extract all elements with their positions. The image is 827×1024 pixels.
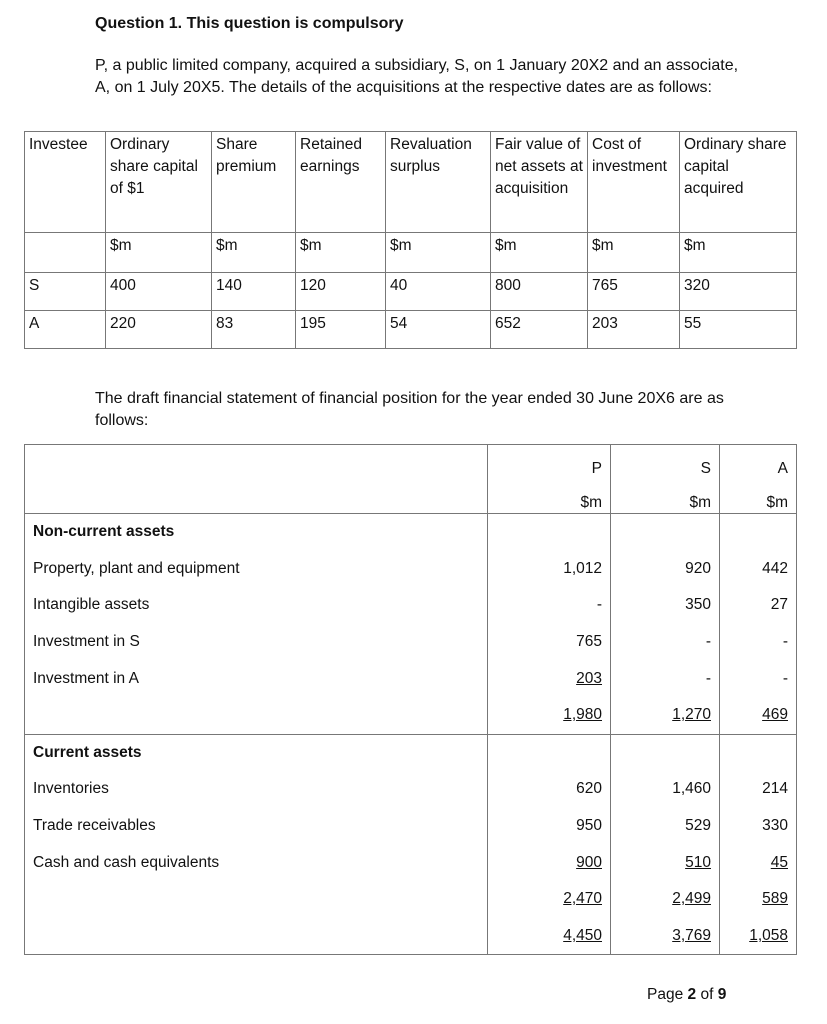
value-p: 950 (488, 808, 611, 845)
row-label: Property, plant and equipment (33, 559, 240, 577)
table-row (25, 808, 797, 845)
acq-cell: S (25, 273, 106, 311)
row-label (25, 697, 488, 734)
value-p: 1,012 (488, 551, 611, 588)
value-p: 203 (488, 660, 611, 697)
value-a: - (720, 660, 797, 697)
row-label: Trade receivables (33, 817, 156, 835)
grand-total-row (25, 918, 797, 955)
current-assets-heading: Current assets (33, 743, 142, 761)
value-s: - (611, 624, 720, 661)
row-label (25, 881, 488, 918)
table-row (25, 771, 797, 808)
acq-header-row (25, 132, 797, 233)
value-s: 510 (611, 844, 720, 881)
sfp-entity-header: S (611, 445, 720, 480)
acq-unit-cell: $m (212, 233, 296, 273)
value-s: 1,460 (611, 771, 720, 808)
question-heading: Question 1. This question is compulsory (95, 15, 404, 32)
total-p: 2,470 (488, 881, 611, 918)
row-label (25, 918, 488, 955)
acq-cell: 220 (106, 311, 212, 349)
value-a: 214 (720, 771, 797, 808)
value-p: 620 (488, 771, 611, 808)
total-p: 1,980 (488, 697, 611, 734)
value-p: 765 (488, 624, 611, 661)
acq-header-cell: Share premium (212, 132, 296, 233)
value-s: - (611, 660, 720, 697)
row-label: Inventories (33, 780, 109, 798)
noncurrent-assets-heading: Non-current assets (33, 523, 175, 541)
table-row (25, 624, 797, 661)
value-a: 442 (720, 551, 797, 588)
grand-total-s: 3,769 (611, 918, 720, 955)
noncurrent-total-row (25, 697, 797, 734)
acq-unit-cell: $m (680, 233, 797, 273)
row-label: Intangible assets (33, 596, 150, 614)
table-row (25, 844, 797, 881)
acq-cell: 55 (680, 311, 797, 349)
acq-header-cell: Cost of investment (588, 132, 680, 233)
sfp-units-row (25, 479, 797, 514)
value-a: - (720, 624, 797, 661)
acq-cell: A (25, 311, 106, 349)
row-label: Investment in A (33, 669, 139, 687)
sfp-unit-header: $m (611, 479, 720, 514)
acq-header-cell: Ordinary share capital acquired (680, 132, 797, 233)
value-s: 529 (611, 808, 720, 845)
value-s: 920 (611, 551, 720, 588)
value-a: 330 (720, 808, 797, 845)
sfp-intro-paragraph: The draft financial statement of financial position for the year ended 30 June 20X6 are as follows: (95, 390, 724, 429)
value-a: 45 (720, 844, 797, 881)
sfp-label-cell (25, 445, 488, 480)
intro-paragraph: P, a public limited company, acquired a subsidiary, S, on 1 January 20X2 and an associate, A, on 1 July 20X5. The details of the acquisitions at the respective dates are as follows: (95, 57, 739, 96)
acq-unit-cell: $m (386, 233, 491, 273)
table-row (25, 551, 797, 588)
acq-cell: 203 (588, 311, 680, 349)
value-a: 27 (720, 587, 797, 624)
acq-cell: 320 (680, 273, 797, 311)
acq-unit-cell: $m (106, 233, 212, 273)
sfp-unit-header: $m (488, 479, 611, 514)
grand-total-p: 4,450 (488, 918, 611, 955)
acq-cell: 765 (588, 273, 680, 311)
current-total-row (25, 881, 797, 918)
acq-cell: 83 (212, 311, 296, 349)
acq-cell: 652 (491, 311, 588, 349)
acq-unit-cell (25, 233, 106, 273)
grand-total-a: 1,058 (720, 918, 797, 955)
acq-cell: 195 (296, 311, 386, 349)
total-a: 589 (720, 881, 797, 918)
acq-header-cell: Revaluation surplus (386, 132, 491, 233)
acq-cell: 120 (296, 273, 386, 311)
sfp-entity-header: A (720, 445, 797, 480)
value-s: 350 (611, 587, 720, 624)
acq-row-a (25, 311, 797, 349)
row-label: Cash and cash equivalents (33, 853, 220, 871)
acq-header-cell: Investee (25, 132, 106, 233)
acq-row-s (25, 273, 797, 311)
acq-units-row (25, 233, 797, 273)
table-row (25, 587, 797, 624)
acq-header-cell: Retained earnings (296, 132, 386, 233)
row-label: Investment in S (33, 633, 140, 651)
acq-cell: 40 (386, 273, 491, 311)
acq-cell: 400 (106, 273, 212, 311)
acq-unit-cell: $m (491, 233, 588, 273)
acq-cell: 800 (491, 273, 588, 311)
total-s: 1,270 (611, 697, 720, 734)
sfp-unit-header: $m (720, 479, 797, 514)
sfp-entity-header: P (488, 445, 611, 480)
acquisitions-table (24, 131, 797, 349)
value-p: 900 (488, 844, 611, 881)
acq-cell: 140 (212, 273, 296, 311)
sfp-entity-row (25, 445, 797, 480)
table-row (25, 660, 797, 697)
sfp-label-cell (25, 479, 488, 514)
acq-unit-cell: $m (588, 233, 680, 273)
total-a: 469 (720, 697, 797, 734)
acq-header-cell: Ordinary share capital of $1 (106, 132, 212, 233)
total-s: 2,499 (611, 881, 720, 918)
sfp-section-row (25, 734, 797, 771)
value-p: - (488, 587, 611, 624)
page-number: Page 2 of 9 (647, 986, 727, 1003)
sfp-section-row (25, 514, 797, 551)
acq-header-cell: Fair value of net assets at acquisition (491, 132, 588, 233)
acq-cell: 54 (386, 311, 491, 349)
acq-unit-cell: $m (296, 233, 386, 273)
financial-position-table (24, 444, 797, 955)
